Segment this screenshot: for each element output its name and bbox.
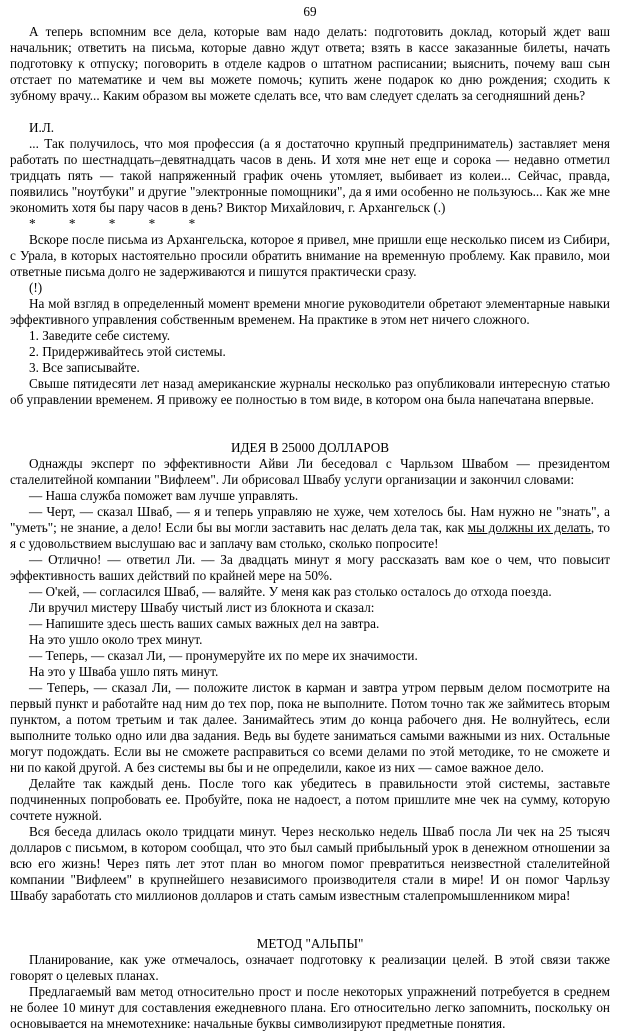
dialogue-line: [10, 504, 610, 552]
dialogue-line: — Теперь, — сказал Ли, — пронумеруйте их по мере их значимости.: [29, 648, 418, 663]
separator-stars: * * * * *: [29, 216, 196, 231]
paragraph: На мой взгляд в определенный момент времени многие руководители обретают элементарные навыки эффективного управления собственным временем. На практике в этом нет ничего сложного.: [10, 296, 610, 327]
list-item: 3. Все записывайте.: [29, 360, 140, 375]
paragraph: Однажды эксперт по эффективности Айви Ли беседовал с Чарльзом Швабом — президентом сталелитейной компании "Вифлеем". Ли обрисовал Швабу услуги организации и закончил словами:: [10, 456, 610, 487]
dialogue-line: — О'кей, — согласился Шваб, — валяйте. У меня как раз столько осталось до отхода поезда.: [29, 584, 552, 599]
paragraph: Вскоре после письма из Архангельска, которое я привел, мне пришли еще несколько писем из Сибири, с Урала, в которых настоятельно просили обратить внимание на временную проблему. Как правило, мои ответные письма долго не задерживаются и пишутся практически сразу.: [10, 232, 610, 279]
exclamation-mark: (!): [29, 280, 43, 295]
paragraph: Свыше пятидесяти лет назад американские журналы несколько раз опубликовали интересную статью об управлении временем. Я привожу ее полностью в том виде, в котором она была напечатана впервые.: [10, 376, 610, 407]
dialogue-line: — Напишите здесь шесть ваших самых важных дел на завтра.: [29, 616, 380, 631]
author-initials: И.Л.: [29, 120, 55, 135]
paragraph: Предлагаемый вам метод относительно прост и после некоторых упражнений потребуется в среднем не более 10 минут для составления ежедневного плана. Его относительно легко запомнить, поскольку он основывается на мнемотехнике: начальные буквы символизируют предметные понятия.: [10, 984, 610, 1031]
paragraph: Вся беседа длилась около тридцати минут. Через несколько недель Шваб посла Ли чек на 25 тысяч долларов с письмом, в котором сообщал, что это был самый прибыльный урок в денежном отношении за всю его жизнь! Через пять лет этот план во многом помог превратиться неизвестной сталелитейной компании "Вифлеем" в крупнейшего независимого производителя стали в мире! И он помог Чарльзу Швабу заработать сто миллионов долларов и стать самым известным сталепромышленником мира!: [10, 824, 610, 903]
section-title: ИДЕЯ В 25000 ДОЛЛАРОВ: [230, 440, 390, 455]
paragraph: На это ушло около трех минут.: [29, 632, 203, 647]
paragraph: А теперь вспомним все дела, которые вам надо делать: подготовить доклад, который ждет ваш начальник; ответить на письма, которые давно ждут ответа; взять в кассе заказанные билеты, начать подготовку к отпуску; поговорить в отделе кадров о штатном расписании; выяснить, почему ваш сын отстает по математике и чем вы можете помочь; купить жене подарок ко дню рождения; сходить к зубному врачу... Каким образом вы можете сделать все, что вам следует сделать за сегодняшний день?: [10, 24, 610, 103]
page-number: 69: [303, 4, 317, 19]
dialogue-line: — Наша служба поможет вам лучше управлять.: [29, 488, 299, 503]
section-title: МЕТОД "АЛЬПЫ": [256, 936, 364, 951]
letter-paragraph: ... Так получилось, что моя профессия (а я достаточно крупный предприниматель) заставляет меня работать по шестнадцать–девятнадцать часов в день. И хотя мне нет еще и сорока — недавно отметил тридцать пять — такой напряженный график очень утомляет, выбивает из колеи... Сейчас, правда, появились "ноутбуки" и другие "электронные помощники", да я ими особенно не пользуюсь... Как же мне экономить хотя бы пару часов в день? Виктор Михайлович, г. Архангельск (.): [10, 136, 610, 215]
underlined-phrase: мы должны их делать: [467, 520, 591, 535]
list-item: 2. Придерживайтесь этой системы.: [29, 344, 226, 359]
paragraph: Планирование, как уже отмечалось, означает подготовку к реализации целей. В этой связи также говорят о целевых планах.: [10, 952, 610, 983]
list-item: 1. Заведите себе систему.: [29, 328, 171, 343]
paragraph: На это у Шваба ушло пять минут.: [29, 664, 219, 679]
text-run: — Черт, — сказал Шваб, — я и теперь управляю не хуже, чем хотелось бы. Нам нужно не "знать", а "уметь"; не знание, а дело! Если бы вы могли заставить нас делать дела так, как: [10, 504, 610, 535]
dialogue-line: — Отлично! — ответил Ли. — За двадцать минут я могу рассказать вам кое о чем, что повысит эффективность ваших действий по крайней мере на 50%.: [10, 552, 610, 583]
text-run: , то я с удовольствием выслушаю вас и заплачу вам столько, сколько попросите!: [10, 520, 610, 551]
paragraph: Делайте так каждый день. После того как убедитесь в правильности этой системы, заставьте подчиненных попробовать ее. Пробуйте, пока не надоест, а потом пришлите мне чек на сумму, которую сочтете нужной.: [10, 776, 610, 823]
dialogue-line: — Теперь, — сказал Ли, — положите листок в карман и завтра утром первым делом посмотрите на первый пункт и работайте над ним до тех пор, пока не выполните. Потом точно так же займитесь вторым пунктом, а потом третьим и так далее. Занимайтесь этим до конца рабочего дня. Не волнуйтесь, если выполните только одно или два задания. Ведь вы будете заниматься самыми важными из них. Остальные могут подождать. Если вы не сможете расправиться со всеми делами по этой методике, то не сможете и ни по какой другой. А без системы вы бы и не определили, какое из них — самое важное дело.: [10, 680, 610, 775]
paragraph: Ли вручил мистеру Швабу чистый лист из блокнота и сказал:: [29, 600, 375, 615]
